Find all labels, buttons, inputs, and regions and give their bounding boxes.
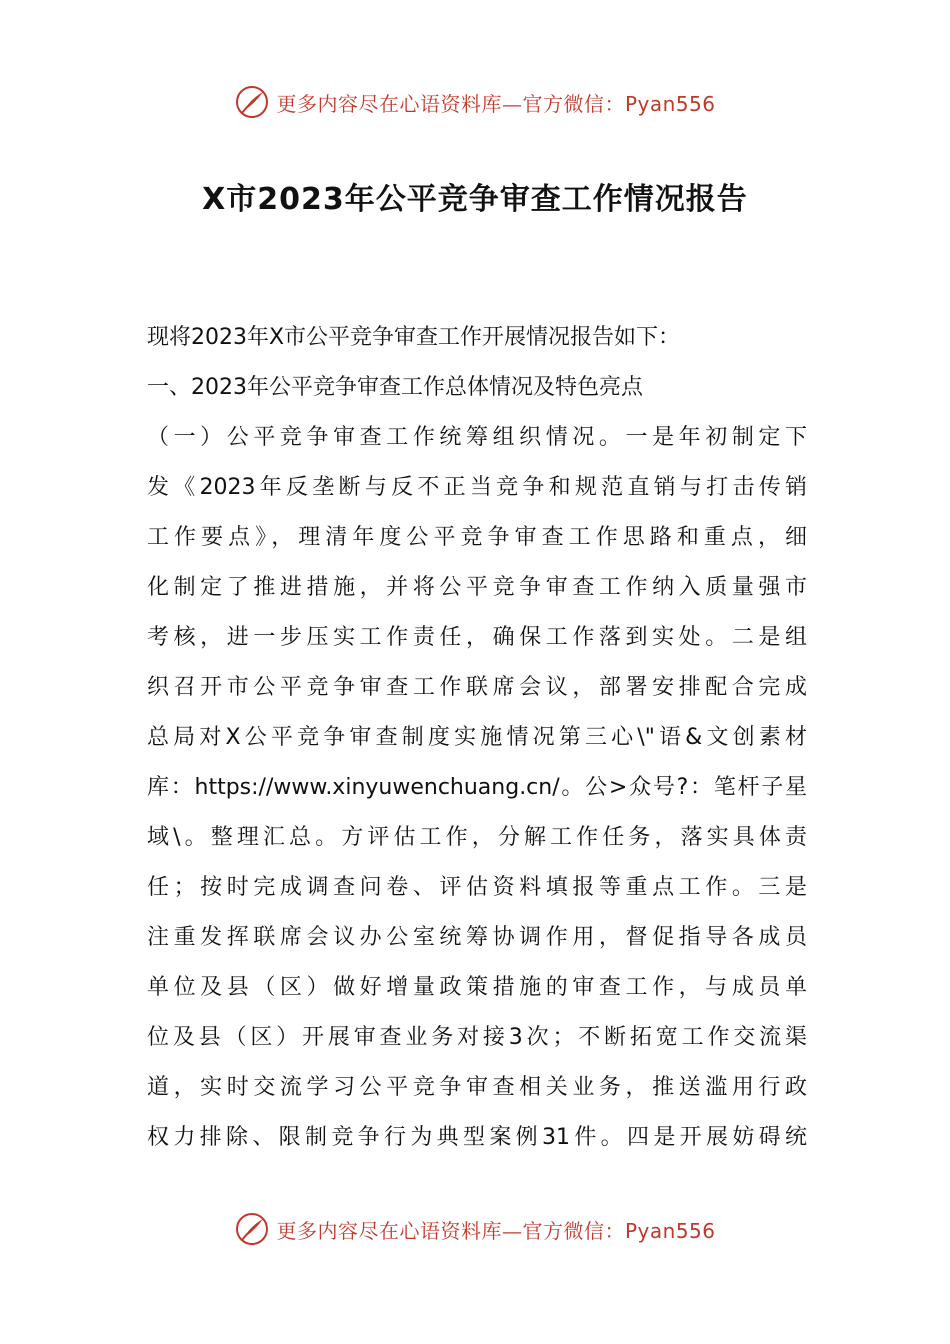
watermark-wechat-id: Pyan556 (624, 1218, 716, 1243)
body-line: 考核，进一步压实工作责任，确保工作落到实处。二是组 (147, 625, 807, 650)
body-line: 位及县（区）开展审查业务对接3次；不断拓宽工作交流渠 (147, 1025, 807, 1050)
quill-logo-icon (234, 84, 270, 120)
body-line: （一）公平竞争审查工作统筹组织情况。一是年初制定下 (147, 425, 807, 450)
body-line: 库：https://www.xinyuwenchuang.cn/。公>众号?：笔杆子星 (147, 775, 807, 800)
body-line: 总局对X公平竞争审查制度实施情况第三心\"语&文创素材 (147, 725, 807, 750)
body-line: 织召开市公平竞争审查工作联席会议，部署安排配合完成 (147, 675, 807, 700)
body-line: 道，实时交流学习公平竞争审查相关业务，推送滥用行政 (147, 1075, 807, 1100)
watermark-text (276, 88, 715, 117)
body-line: 单位及县（区）做好增量政策措施的审查工作，与成员单 (147, 975, 807, 1000)
section-heading: 一、2023年公平竞争审查工作总体情况及特色亮点 (147, 375, 643, 400)
body-line: 注重发挥联席会议办公室统筹协调作用，督促指导各成员 (147, 925, 807, 950)
watermark-text (276, 1215, 715, 1244)
watermark-wechat-id: Pyan556 (624, 91, 716, 116)
body-line: 任；按时完成调查问卷、评估资料填报等重点工作。三是 (147, 875, 807, 900)
body-line: 发《2023年反垄断与反不正当竞争和规范直销与打击传销 (147, 475, 807, 500)
body-line: 化制定了推进措施，并将公平竞争审查工作纳入质量强市 (147, 575, 807, 600)
document-title: X市2023年公平竞争审查工作情况报告 (202, 182, 748, 217)
header-watermark (0, 82, 950, 122)
body-line: 域\。整理汇总。方评估工作，分解工作任务，落实具体责 (147, 825, 807, 850)
watermark-label: 更多内容尽在心语资料库—官方微信： (276, 91, 625, 116)
body-line: 现将2023年X市公平竞争审查工作开展情况报告如下： (147, 325, 681, 350)
body-line: 权力排除、限制竞争行为典型案例31件。四是开展妨碍统 (147, 1125, 807, 1150)
body-line: 工作要点》，理清年度公平竞争审查工作思路和重点，细 (147, 525, 807, 550)
quill-logo-icon (234, 1211, 270, 1247)
footer-watermark (0, 1209, 950, 1249)
watermark-label: 更多内容尽在心语资料库—官方微信： (276, 1218, 625, 1243)
document-body (147, 313, 807, 1163)
